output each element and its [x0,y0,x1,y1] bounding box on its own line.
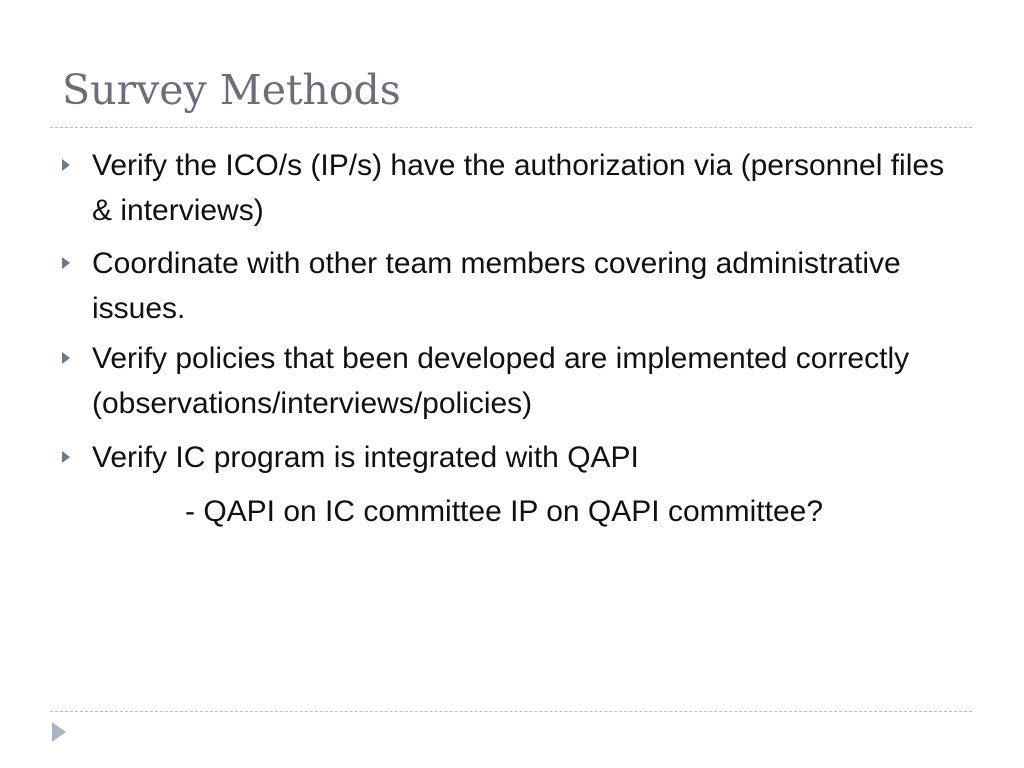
bullet-arrow-icon [62,257,70,269]
bullet-item: Verify IC program is integrated with QAPI [92,441,639,474]
sub-bullet-item: - QAPI on IC committee IP on QAPI committee? [185,495,824,528]
bullet-arrow-icon [62,451,70,463]
footer-divider [50,711,972,712]
bullet-item: Coordinate with other team members covering administrative issues. [92,247,901,325]
bullet-arrow-icon [62,352,70,364]
bullet-item: Verify policies that been developed are implemented correctly (observations/interviews/policies) [92,342,910,420]
bullet-item: Verify the ICO/s (IP/s) have the authorization via (personnel files & interviews) [92,149,945,227]
bullet-arrow-icon [62,159,70,171]
slide-title: Survey Methods [62,66,401,114]
play-triangle-icon[interactable] [52,722,66,742]
